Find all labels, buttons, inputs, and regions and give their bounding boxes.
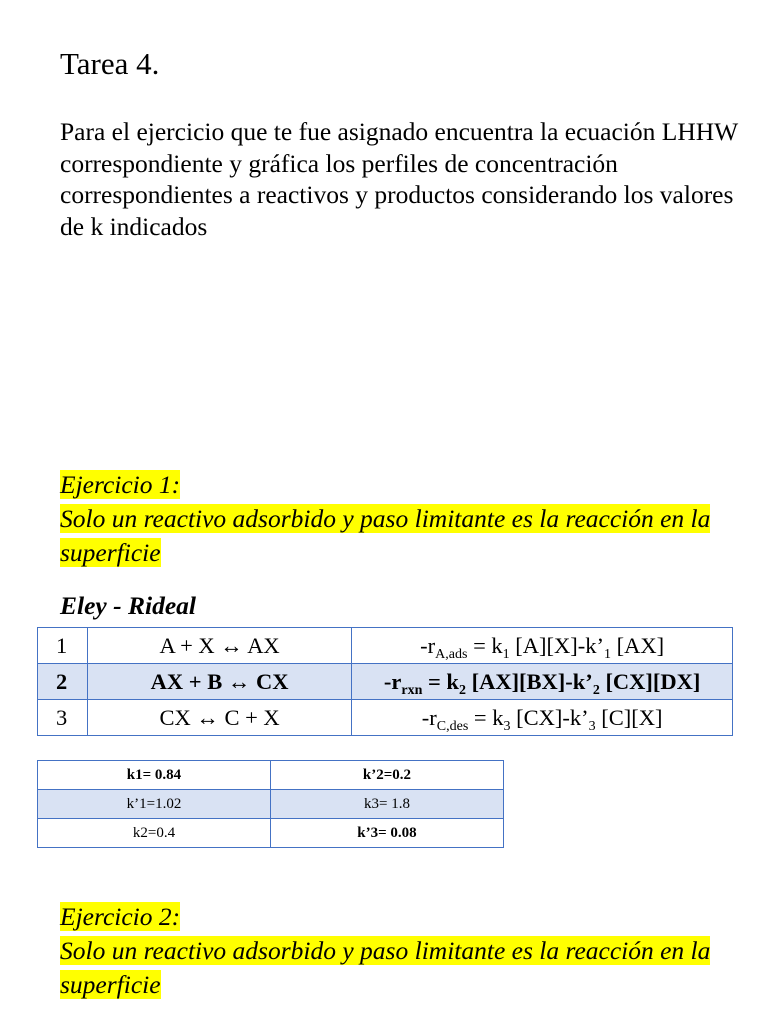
mechanism-title: Eley - Rideal bbox=[60, 591, 196, 620]
mechanism-step-row bbox=[38, 628, 733, 664]
step-rate-equation: $-r_{C,des} = k_3$ $[CX]-k’_3$ [C][X] bbox=[352, 700, 733, 736]
k-value-cell: k’3= 0.08 bbox=[271, 819, 504, 848]
step-number: 2 bbox=[38, 664, 88, 700]
exercise-1-heading bbox=[60, 468, 750, 570]
page-title: Tarea 4. bbox=[60, 46, 160, 81]
k-value-cell: k’1=1.02 bbox=[38, 790, 271, 819]
k-value-cell: k’2=0.2 bbox=[271, 761, 504, 790]
k-values-table bbox=[37, 760, 504, 848]
mechanism-step-row bbox=[38, 664, 733, 700]
step-reaction: A + X ↔ AX bbox=[87, 628, 351, 664]
mechanism-step-row bbox=[38, 700, 733, 736]
exercise-1-label: Ejercicio 1: bbox=[60, 470, 181, 499]
step-rate-equation: $-r_{A,ads} = k_1$ $[A][X]-k’_1$ [AX] bbox=[352, 628, 733, 664]
k-values-row bbox=[38, 819, 504, 848]
exercise-2-heading bbox=[60, 900, 750, 1002]
k-value-cell: k1= 0.84 bbox=[38, 761, 271, 790]
mechanism-steps-table bbox=[37, 627, 733, 736]
step-number: 1 bbox=[38, 628, 88, 664]
step-number: 3 bbox=[38, 700, 88, 736]
exercise-2-label: Ejercicio 2: bbox=[60, 902, 181, 931]
k-values-row bbox=[38, 790, 504, 819]
step-rate-equation: $-r_{rxn} = k_2$ $[AX][BX]-k’_2$ [CX][DX] bbox=[352, 664, 733, 700]
step-reaction: CX ↔ C + X bbox=[87, 700, 351, 736]
instructions-paragraph: Para el ejercicio que te fue asignado encuentra la ecuación LHHW correspondiente y gráfica los perfiles de concentración correspondientes a reactivos y productos considerando los valores de k indicados bbox=[60, 117, 738, 241]
k-value-cell: k3= 1.8 bbox=[271, 790, 504, 819]
k-value-cell: k2=0.4 bbox=[38, 819, 271, 848]
exercise-1-description: Solo un reactivo adsorbido y paso limitante es la reacción en la superficie bbox=[60, 504, 711, 567]
step-reaction: AX + B ↔ CX bbox=[87, 664, 351, 700]
k-values-row bbox=[38, 761, 504, 790]
exercise-2-description: Solo un reactivo adsorbido y paso limitante es la reacción en la superficie bbox=[60, 936, 711, 999]
